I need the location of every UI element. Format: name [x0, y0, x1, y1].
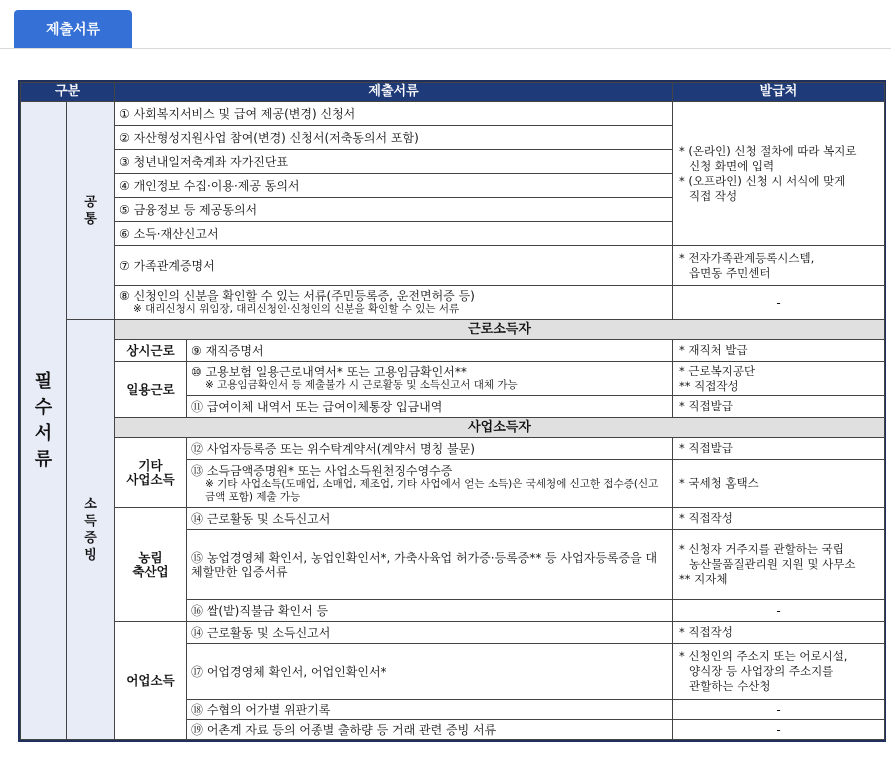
other-business-issuer-2: * 국세청 홈택스: [673, 460, 885, 508]
header-documents: 제출서류: [115, 83, 673, 102]
farming-issuer: * 직접작성: [673, 508, 885, 530]
common-doc-3: ③ 청년내일저축계좌 자가진단표: [115, 150, 673, 174]
fishery-issuer-4: -: [673, 720, 885, 740]
id-issuer: -: [673, 286, 885, 320]
fishery-doc-3: ⑱ 수협의 어가별 위판기록: [187, 700, 673, 720]
documents-table-wrapper: [18, 80, 886, 742]
daily-work-note: ※ 고용임금확인서 등 제출불가 시 근로활동 및 소득신고서 대체 가능: [205, 379, 518, 391]
tab-submit-documents[interactable]: 제출서류: [14, 10, 132, 48]
fishery-issuer: * 직접작성: [673, 622, 885, 644]
daily-work-issuer: * 근로복지공단 ** 직접작성: [673, 362, 885, 396]
common-doc-1: ① 사회복지서비스 및 급여 제공(변경) 신청서: [115, 102, 673, 126]
fishery-doc: ⑭ 근로활동 및 소득신고서: [187, 622, 673, 644]
farming-doc-2: ⑮ 농업경영체 확인서, 농업인확인서*, 가축사육업 허가증·등록증** 등 사업자등록증을 대체할만한 입증서류: [187, 530, 673, 600]
income-proof-label: 소 득 증 빙: [67, 320, 115, 740]
farming-issuer-3: -: [673, 600, 885, 622]
daily-work-label: 일용근로: [115, 362, 187, 418]
farming-doc: ⑭ 근로활동 및 소득신고서: [187, 508, 673, 530]
farming-label: 농림 축산업: [115, 508, 187, 622]
required-documents-label: 필 수 서 류: [21, 102, 67, 740]
tab-bar: [0, 0, 891, 49]
labor-section-header: 근로소득자: [115, 320, 885, 340]
farming-issuer-2: * 신청자 거주지를 관할하는 국립 농산물품질관리원 지원 및 사무소 ** 지자체: [673, 530, 885, 600]
regular-work-doc: ⑨ 재직증명서: [187, 340, 673, 362]
common-doc-5: ⑤ 금융정보 등 제공동의서: [115, 198, 673, 222]
header-category: 구분: [21, 83, 115, 102]
documents-table: [20, 82, 885, 740]
fishery-issuer-2: * 신청인의 주소지 또는 어로시설, 양식장 등 사업장의 주소지를 관할하는 수산청: [673, 644, 885, 700]
daily-work-issuer-2: * 직접발급: [673, 396, 885, 418]
common-doc-2: ② 자산형성지원사업 참여(변경) 신청서(저축동의서 포함): [115, 126, 673, 150]
other-business-doc-2: ⑬ 소득금액증명원* 또는 사업소득원천징수영수증 ※ 기타 사업소득(도매업, 소매업, 제조업, 기타 사업에서 얻는 소득)은 국세청에 신고한 접수증(신고금액 포함) 제출 가능: [187, 460, 673, 508]
family-issuer: * 전자가족관계등록시스템, 읍면동 주민센터: [673, 246, 885, 286]
id-doc-note: ※ 대리신청시 위임장, 대리신청인·신청인의 신분을 확인할 수 있는 서류: [133, 303, 460, 315]
fishery-doc-4: ⑲ 어촌계 자료 등의 어종별 출하량 등 거래 관련 증빙 서류: [187, 720, 673, 740]
fishery-doc-2: ⑰ 어업경영체 확인서, 어업인확인서*: [187, 644, 673, 700]
regular-work-label: 상시근로: [115, 340, 187, 362]
id-doc: ⑧ 신청인의 신분을 확인할 수 있는 서류(주민등록증, 운전면허증 등) ※ 대리신청시 위임장, 대리신청인·신청인의 신분을 확인할 수 있는 서류: [115, 286, 673, 320]
regular-work-issuer: * 재직처 발급: [673, 340, 885, 362]
daily-work-doc: ⑩ 고용보험 일용근로내역서* 또는 고용임금확인서** ※ 고용임금확인서 등 제출불가 시 근로활동 및 소득신고서 대체 가능: [187, 362, 673, 396]
other-business-issuer: * 직접발급: [673, 438, 885, 460]
common-issuer: * (온라인) 신청 절차에 따라 복지로 신청 화면에 입력 * (오프라인) 신청 시 서식에 맞게 직접 작성: [673, 102, 885, 246]
family-doc: ⑦ 가족관계증명서: [115, 246, 673, 286]
farming-doc-3: ⑯ 쌀(밭)직불금 확인서 등: [187, 600, 673, 622]
other-business-note: ※ 기타 사업소득(도매업, 소매업, 제조업, 기타 사업에서 얻는 소득)은 국세청에 신고한 접수증(신고금액 포함) 제출 가능: [205, 477, 659, 503]
fishery-label: 어업소득: [115, 622, 187, 740]
common-doc-4: ④ 개인정보 수집·이용·제공 동의서: [115, 174, 673, 198]
other-business-doc: ⑫ 사업자등록증 또는 위수탁계약서(계약서 명칭 불문): [187, 438, 673, 460]
common-doc-6: ⑥ 소득·재산신고서: [115, 222, 673, 246]
business-section-header: 사업소득자: [115, 418, 885, 438]
header-issuer: 발급처: [673, 83, 885, 102]
daily-work-doc-2: ⑪ 급여이체 내역서 또는 급여이체통장 입금내역: [187, 396, 673, 418]
other-business-label: 기타 사업소득: [115, 438, 187, 508]
common-label: 공 통: [67, 102, 115, 320]
fishery-issuer-3: -: [673, 700, 885, 720]
